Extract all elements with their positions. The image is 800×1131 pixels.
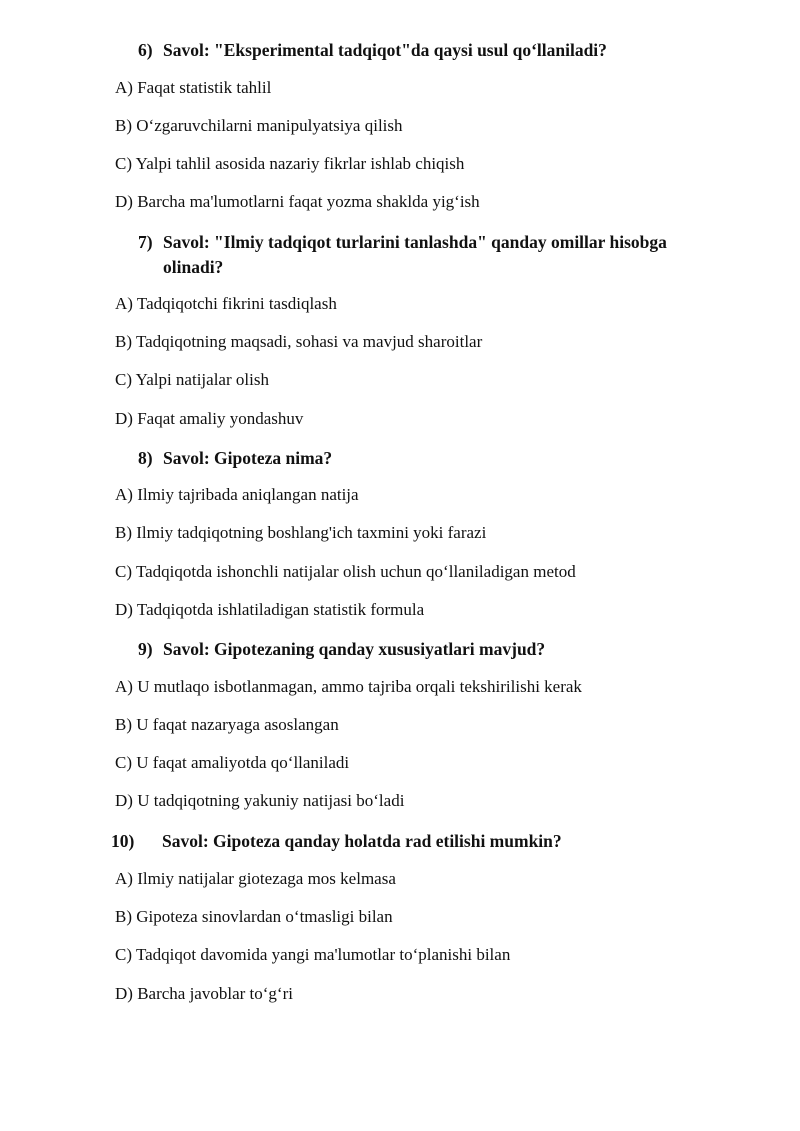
option-10d: D) Barcha javoblar to‘g‘ri [115, 984, 293, 1003]
option-8c: C) Tadqiqotda ishonchli natijalar olish uchun qo‘llaniladigan metod [115, 562, 576, 581]
option-8a: A) Ilmiy tajribada aniqlangan natija [115, 485, 359, 504]
option-9a: A) U mutlaqo isbotlanmagan, ammo tajriba orqali tekshirilishi kerak [115, 677, 582, 696]
option-7a: A) Tadqiqotchi fikrini tasdiqlash [115, 294, 337, 313]
option-6d: D) Barcha ma'lumotlarni faqat yozma shaklda yig‘ish [115, 192, 480, 211]
option-6c: C) Yalpi tahlil asosida nazariy fikrlar ishlab chiqish [115, 154, 465, 173]
option-9b: B) U faqat nazaryaga asoslangan [115, 715, 339, 734]
question-7 [138, 230, 718, 280]
question-text: Savol: "Eksperimental tadqiqot"da qaysi usul qo‘llaniladi? [163, 40, 607, 60]
option-10b: B) Gipoteza sinovlardan o‘tmasligi bilan [115, 907, 393, 926]
option-6a: A) Faqat statistik tahlil [115, 78, 272, 97]
question-text: Savol: Gipoteza qanday holatda rad etilishi mumkin? [162, 831, 562, 851]
option-7d: D) Faqat amaliy yondashuv [115, 409, 304, 428]
question-number: 7) [138, 232, 153, 252]
question-number: 9) [138, 639, 153, 659]
option-10a: A) Ilmiy natijalar giotezaga mos kelmasa [115, 869, 396, 888]
question-number: 10) [111, 831, 135, 851]
question-9 [138, 637, 698, 662]
option-7b: B) Tadqiqotning maqsadi, sohasi va mavjud sharoitlar [115, 332, 483, 351]
option-10c: C) Tadqiqot davomida yangi ma'lumotlar to‘planishi bilan [115, 945, 511, 964]
question-text: Savol: Gipoteza nima? [163, 448, 333, 468]
question-text: Savol: Gipotezaning qanday xususiyatlari mavjud? [163, 639, 546, 659]
question-number: 8) [138, 448, 153, 468]
question-text: Savol: "Ilmiy tadqiqot turlarini tanlashda" qanday omillar hisobga olinadi? [163, 232, 667, 277]
option-8b: B) Ilmiy tadqiqotning boshlang'ich taxmini yoki farazi [115, 523, 487, 542]
option-7c: C) Yalpi natijalar olish [115, 370, 269, 389]
question-6 [138, 38, 698, 63]
question-8 [138, 446, 698, 471]
option-9d: D) U tadqiqotning yakuniy natijasi bo‘ladi [115, 791, 405, 810]
option-9c: C) U faqat amaliyotda qo‘llaniladi [115, 753, 350, 772]
option-8d: D) Tadqiqotda ishlatiladigan statistik formula [115, 600, 425, 619]
question-number: 6) [138, 40, 153, 60]
option-6b: B) O‘zgaruvchilarni manipulyatsiya qilish [115, 116, 403, 135]
question-10 [111, 829, 671, 854]
